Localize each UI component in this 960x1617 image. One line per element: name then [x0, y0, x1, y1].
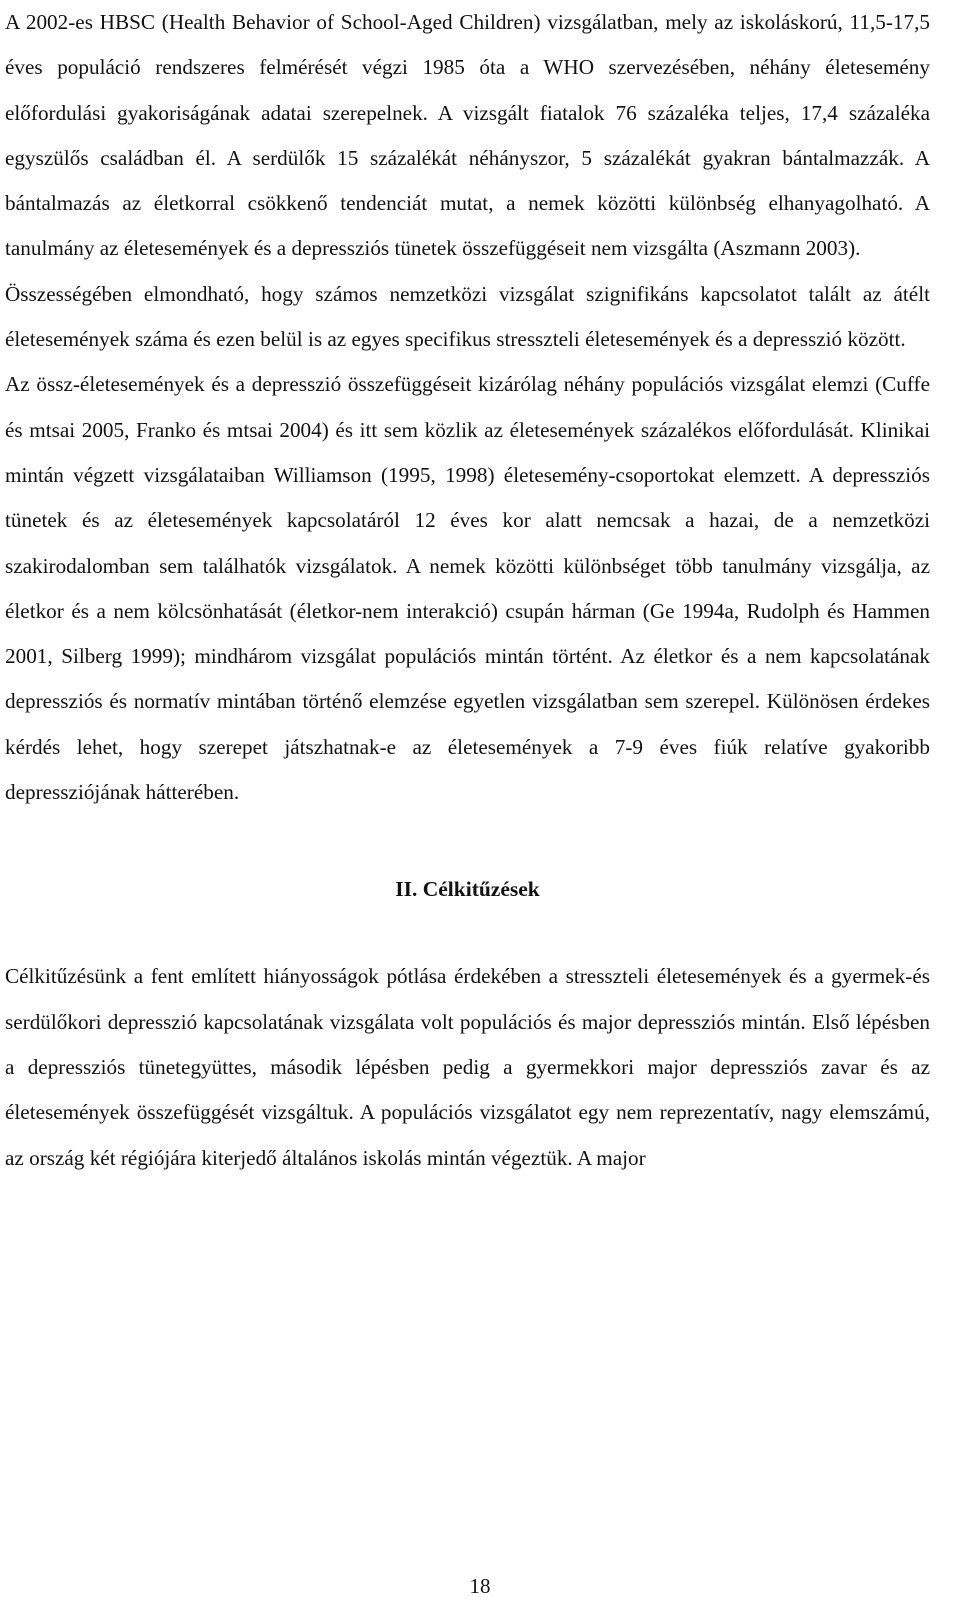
paragraph-life-events: Az össz-életesemények és a depresszió összefüggéseit kizárólag néhány populációs vizsgálat elemzi (Cuffe és mtsai 2005, Franko és mtsai 2004) és itt sem közlik az életesemények százalékos előfordulását. Klinikai mintán végzett vizsgálataiban Williamson (1995, 1998) életesemény-csoportokat elemzett. A depressziós tünetek és az életesemények kapcsolatáról 12 éves kor alatt nemcsak a hazai, de a nemzetközi szakirodalomban sem találhatók vizsgálatok. A nemek közötti különbséget több tanulmány vizsgálja, az életkor és a nem kölcsönhatását (életkor-nem interakció) csupán hárman (Ge 1994a, Rudolph és Hammen 2001, Silberg 1999); mindhárom vizsgálat populációs mintán történt. Az életkor és a nem kapcsolatának depressziós és normatív mintában történő elemzése egyetlen vizsgálatban sem szerepel. Különösen érdekes kérdés lehet, hogy szerepet játszhatnak-e az életesemények a 7-9 éves fiúk relatíve gyakoribb depressziójának hátterében. — [5, 372, 930, 805]
document-page — [5, 0, 930, 1181]
paragraph-goals: Célkitűzésünk a fent említett hiányosságok pótlása érdekében a stresszteli életesemények és a gyermek-és serdülőkori depresszió kapcsolatának vizsgálata volt populációs és major depressziós mintán. Első lépésben a depressziós tünetegyüttes, második lépésben pedig a gyermekkori major depressziós zavar és az életesemények összefüggését vizsgáltuk. A populációs vizsgálatot egy nem reprezentatív, nagy elemszámú, az ország két régiójára kiterjedő általános iskolás mintán végeztük. A major — [5, 964, 930, 1170]
paragraph-summary: Összességében elmondható, hogy számos nemzetközi vizsgálat szignifikáns kapcsolatot talált az átélt életesemények száma és ezen belül is az egyes specifikus stresszteli életesemények és a depresszió között. — [5, 281, 930, 352]
paragraph-hbsc: A 2002-es HBSC (Health Behavior of School-Aged Children) vizsgálatban, mely az iskoláskorú, 11,5-17,5 éves populáció rendszeres felmérését végzi 1985 óta a WHO szervezésében, néhány életesemény előfordulási gyakoriságának adatai szerepelnek. A vizsgált fiatalok 76 százaléka teljes, 17,4 százaléka egyszülős családban él. A serdülők 15 százalékát néhányszor, 5 százalékát gyakran bántalmazzák. A bántalmazás az életkorral csökkenő tendenciát mutat, a nemek közötti különbség elhanyagolható. A tanulmány az életesemények és a depressziós tünetek összefüggéseit nem vizsgálta (Aszmann 2003). — [5, 10, 930, 261]
section-heading: II. Célkitűzések — [395, 877, 540, 902]
page-number: 18 — [469, 1574, 491, 1598]
